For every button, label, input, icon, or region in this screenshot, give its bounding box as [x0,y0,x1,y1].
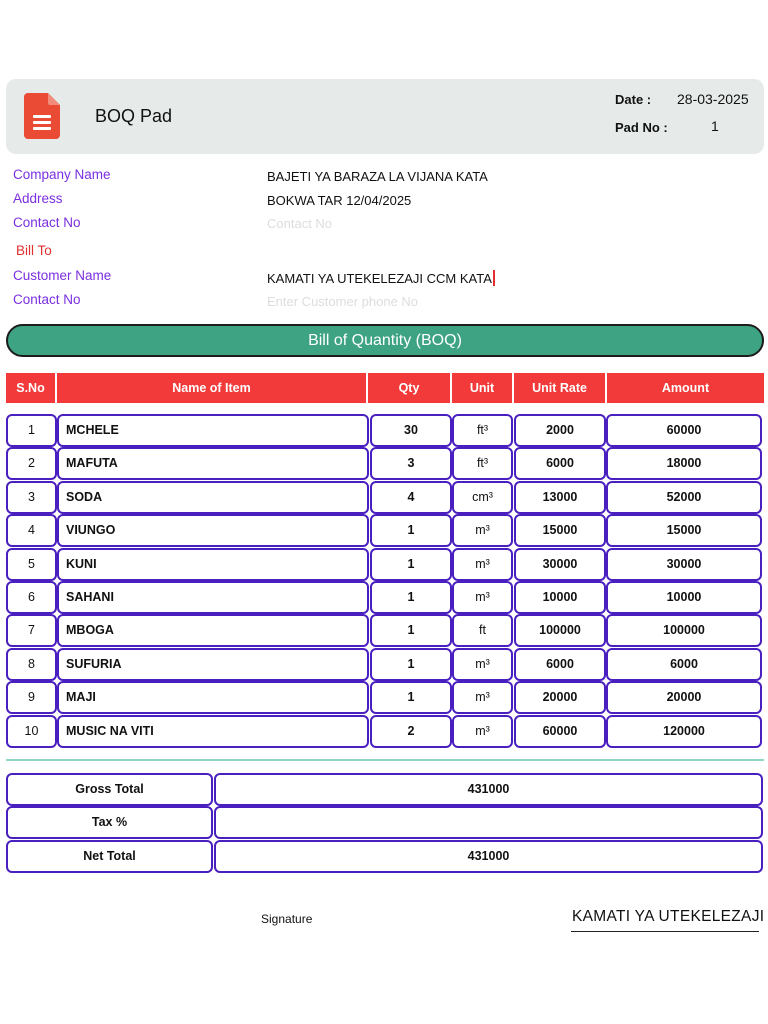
cell-unit[interactable]: m³ [452,548,513,581]
cell-unit[interactable]: ft [452,614,513,647]
date-value[interactable]: 28-03-2025 [677,91,749,107]
column-header-item: Name of Item [57,373,368,403]
cell-sno[interactable]: 10 [6,715,57,748]
cell-item-name[interactable]: SUFURIA [57,648,369,681]
divider [6,759,764,761]
cell-unit-rate[interactable]: 20000 [514,681,606,714]
cell-sno[interactable]: 3 [6,481,57,514]
net-total-label: Net Total [6,840,213,873]
signature-field[interactable]: KAMATI YA UTEKELEZAJI [572,908,765,925]
cell-qty[interactable]: 1 [370,514,452,547]
tax-value[interactable] [214,806,763,839]
cell-unit[interactable]: ft³ [452,447,513,480]
cell-unit-rate[interactable]: 6000 [514,648,606,681]
cell-unit[interactable]: cm³ [452,481,513,514]
pad-number-value[interactable]: 1 [711,118,719,134]
cell-unit-rate[interactable]: 60000 [514,715,606,748]
tax-label: Tax % [6,806,213,839]
cell-amount[interactable]: 120000 [606,715,762,748]
column-header-amount: Amount [661,381,710,395]
customer-name-label: Customer Name [13,268,112,283]
customer-contact-label: Contact No [13,292,81,307]
cell-amount[interactable]: 15000 [606,514,762,547]
address-field[interactable]: BOKWA TAR 12/04/2025 [267,193,412,208]
cell-amount[interactable]: 100000 [606,614,762,647]
cell-item-name[interactable]: SAHANI [57,581,369,614]
date-label: Date : [615,92,652,107]
column-header-qty: Qty [368,373,452,403]
cell-qty[interactable]: 1 [370,614,452,647]
cell-item-name[interactable]: SODA [57,481,369,514]
cell-unit[interactable]: m³ [452,514,513,547]
cell-item-name[interactable]: MAFUTA [57,447,369,480]
pad-number-label: Pad No : [615,120,668,135]
cell-sno[interactable]: 6 [6,581,57,614]
cell-sno[interactable]: 4 [6,514,57,547]
cell-item-name[interactable]: KUNI [57,548,369,581]
net-total-value[interactable]: 431000 [214,840,763,873]
cell-amount[interactable]: 60000 [606,414,762,447]
cell-unit-rate[interactable]: 6000 [514,447,606,480]
cell-unit-rate[interactable]: 30000 [514,548,606,581]
cell-item-name[interactable]: MCHELE [57,414,369,447]
cell-sno[interactable]: 5 [6,548,57,581]
signature-label: Signature [261,912,313,926]
company-name-label: Company Name [13,167,111,182]
cell-amount[interactable]: 10000 [606,581,762,614]
cell-unit-rate[interactable]: 10000 [514,581,606,614]
column-header-unit-rate: Unit Rate [514,373,607,403]
customer-name-field[interactable] [267,270,495,286]
cell-item-name[interactable]: MAJI [57,681,369,714]
cell-unit[interactable]: m³ [452,648,513,681]
column-header-unit: Unit [452,373,514,403]
customer-contact-field[interactable] [267,294,567,309]
cell-qty[interactable]: 1 [370,548,452,581]
cell-unit-rate[interactable]: 100000 [514,614,606,647]
cell-qty[interactable]: 4 [370,481,452,514]
cell-amount[interactable]: 6000 [606,648,762,681]
cell-unit-rate[interactable]: 15000 [514,514,606,547]
cell-amount[interactable]: 18000 [606,447,762,480]
address-label: Address [13,191,63,206]
cell-sno[interactable]: 9 [6,681,57,714]
cell-sno[interactable]: 8 [6,648,57,681]
company-name-field[interactable]: BAJETI YA BARAZA LA VIJANA KATA [267,169,488,184]
cell-qty[interactable]: 1 [370,581,452,614]
cell-unit-rate[interactable]: 13000 [514,481,606,514]
cell-sno[interactable]: 1 [6,414,57,447]
cell-qty[interactable]: 1 [370,648,452,681]
document-icon[interactable] [24,93,60,139]
cell-amount[interactable]: 20000 [606,681,762,714]
cell-item-name[interactable]: VIUNGO [57,514,369,547]
cell-sno[interactable]: 7 [6,614,57,647]
customer-name-text: KAMATI YA UTEKELEZAJI CCM KATA [267,271,492,286]
cell-unit[interactable]: m³ [452,681,513,714]
gross-total-label: Gross Total [6,773,213,806]
boq-banner: Bill of Quantity (BOQ) [6,324,764,357]
header-card [6,79,764,154]
signature-line [571,931,759,932]
app-title: BOQ Pad [95,106,173,126]
text-cursor [493,270,495,286]
cell-qty[interactable]: 1 [370,681,452,714]
cell-sno[interactable]: 2 [6,447,57,480]
company-contact-label: Contact No [13,215,81,230]
cell-unit[interactable]: m³ [452,715,513,748]
company-contact-field[interactable] [267,216,567,231]
cell-item-name[interactable]: MUSIC NA VITI [57,715,369,748]
cell-unit[interactable]: ft³ [452,414,513,447]
cell-unit-rate[interactable]: 2000 [514,414,606,447]
table-header [6,373,764,403]
column-header-sno: S.No [6,373,57,403]
cell-amount[interactable]: 30000 [606,548,762,581]
cell-item-name[interactable]: MBOGA [57,614,369,647]
gross-total-value[interactable]: 431000 [214,773,763,806]
cell-qty[interactable]: 2 [370,715,452,748]
cell-unit[interactable]: m³ [452,581,513,614]
cell-amount[interactable]: 52000 [606,481,762,514]
cell-qty[interactable]: 30 [370,414,452,447]
bill-to-heading: Bill To [16,243,52,258]
cell-qty[interactable]: 3 [370,447,452,480]
